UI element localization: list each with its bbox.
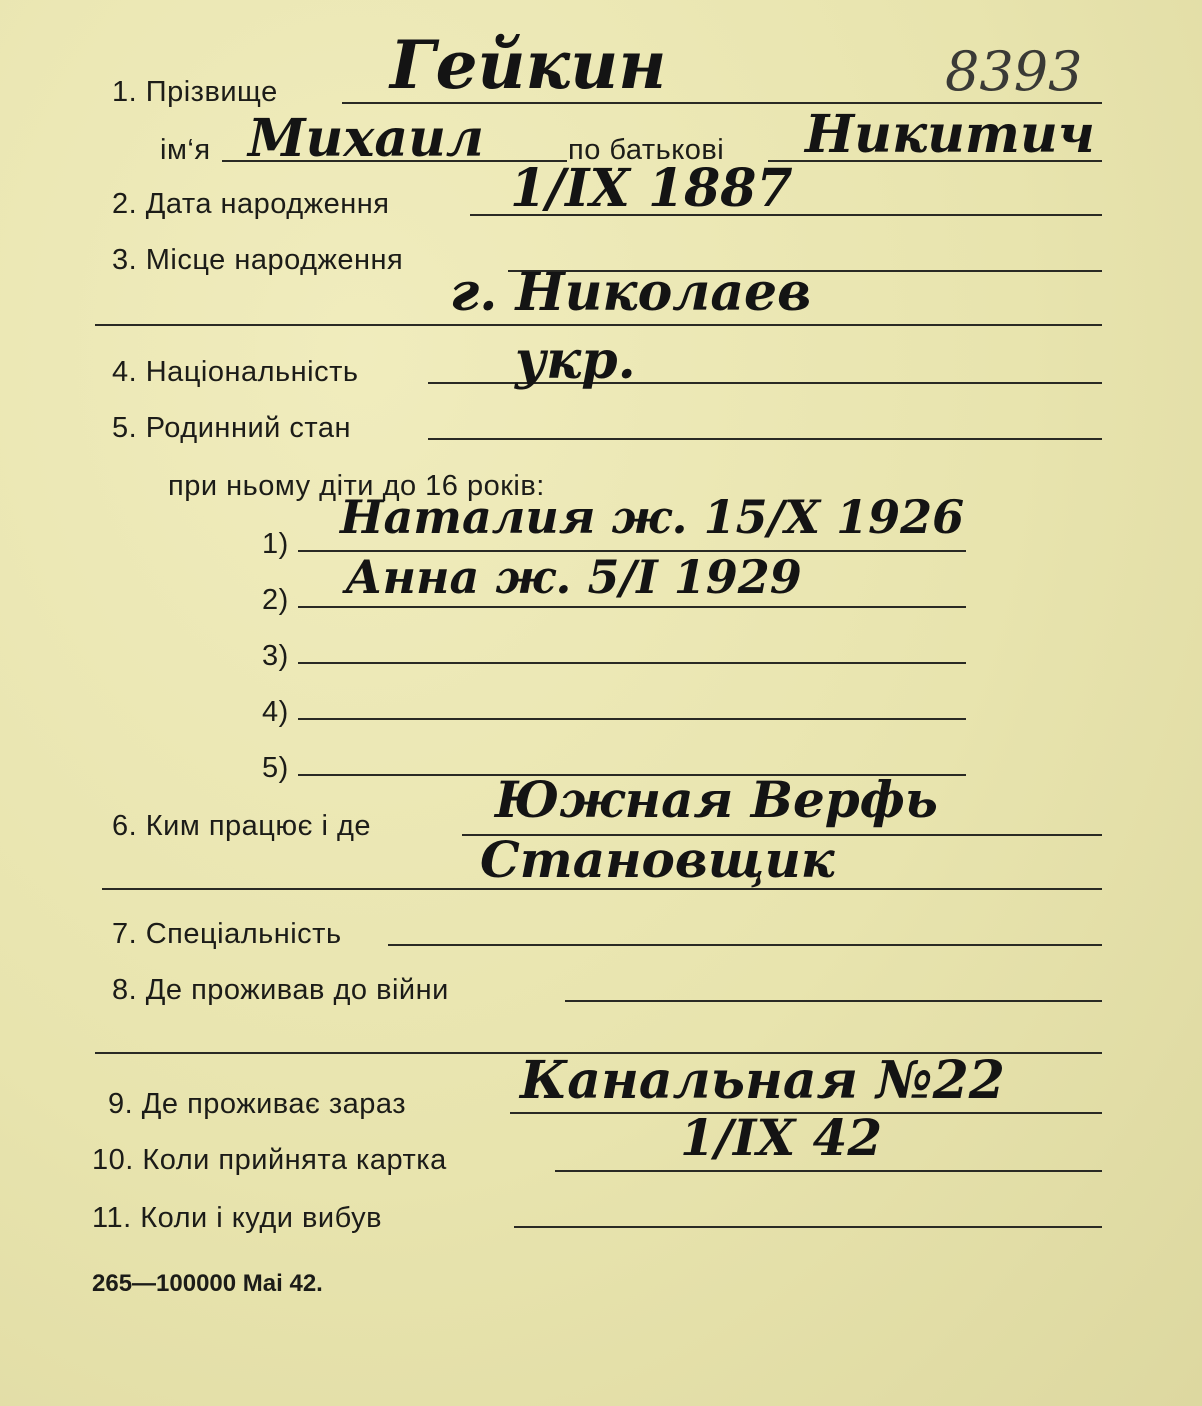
current-address-label: 9. Де проживає зараз [108, 1088, 407, 1120]
prewar-label: 8. Де проживав до війни [112, 974, 449, 1006]
print-imprint: 265—100000 Mai 42. [92, 1270, 323, 1297]
specialty-line [388, 944, 1102, 946]
family-line [428, 438, 1102, 440]
birth-place-value: г. Николаев [450, 262, 812, 323]
work-value-line-2: Становщик [480, 830, 835, 889]
child-4-num: 4) [262, 696, 289, 728]
children-label: при ньому діти до 16 років: [168, 470, 545, 502]
name-value: Михаил [248, 108, 484, 169]
prewar-line-1 [565, 1000, 1102, 1002]
departed-line [514, 1226, 1102, 1228]
birth-place-label: 3. Місце народження [112, 244, 404, 276]
nationality-value: укр. [515, 330, 636, 391]
child-1-num: 1) [262, 528, 289, 560]
child-5-num: 5) [262, 752, 289, 784]
nationality-label: 4. Національність [112, 356, 359, 388]
surname-value: Гейкин [390, 26, 667, 104]
name-label: ім‘я [160, 134, 211, 166]
child-2-value: Анна ж. 5/I 1929 [345, 550, 802, 604]
child-2-num: 2) [262, 584, 289, 616]
specialty-label: 7. Спеціальність [112, 918, 342, 950]
work-label: 6. Ким працює і де [112, 810, 372, 842]
departed-label: 11. Коли і куди вибув [92, 1202, 382, 1234]
accepted-value: 1/IX 42 [680, 1108, 883, 1167]
family-label: 5. Родинний стан [112, 412, 352, 444]
accepted-line [555, 1170, 1102, 1172]
child-2-line [298, 606, 966, 608]
child-3-line [298, 662, 966, 664]
patronymic-value: Никитич [805, 104, 1095, 165]
current-address-value: Канальная №22 [520, 1050, 1005, 1111]
work-value-line-1: Южная Верфь [495, 770, 938, 829]
archive-number: 8393 [945, 40, 1083, 103]
surname-label: 1. Прізвище [112, 76, 278, 108]
child-4-line [298, 718, 966, 720]
birth-date-value: 1/IX 1887 [510, 158, 793, 219]
patronymic-label: по батькові [568, 134, 725, 166]
accepted-label: 10. Коли прийнята картка [92, 1144, 447, 1176]
child-3-num: 3) [262, 640, 289, 672]
birth-place-line-2 [95, 324, 1102, 326]
birth-date-label: 2. Дата народження [112, 188, 390, 220]
child-1-value: Наталия ж. 15/X 1926 [340, 490, 965, 544]
